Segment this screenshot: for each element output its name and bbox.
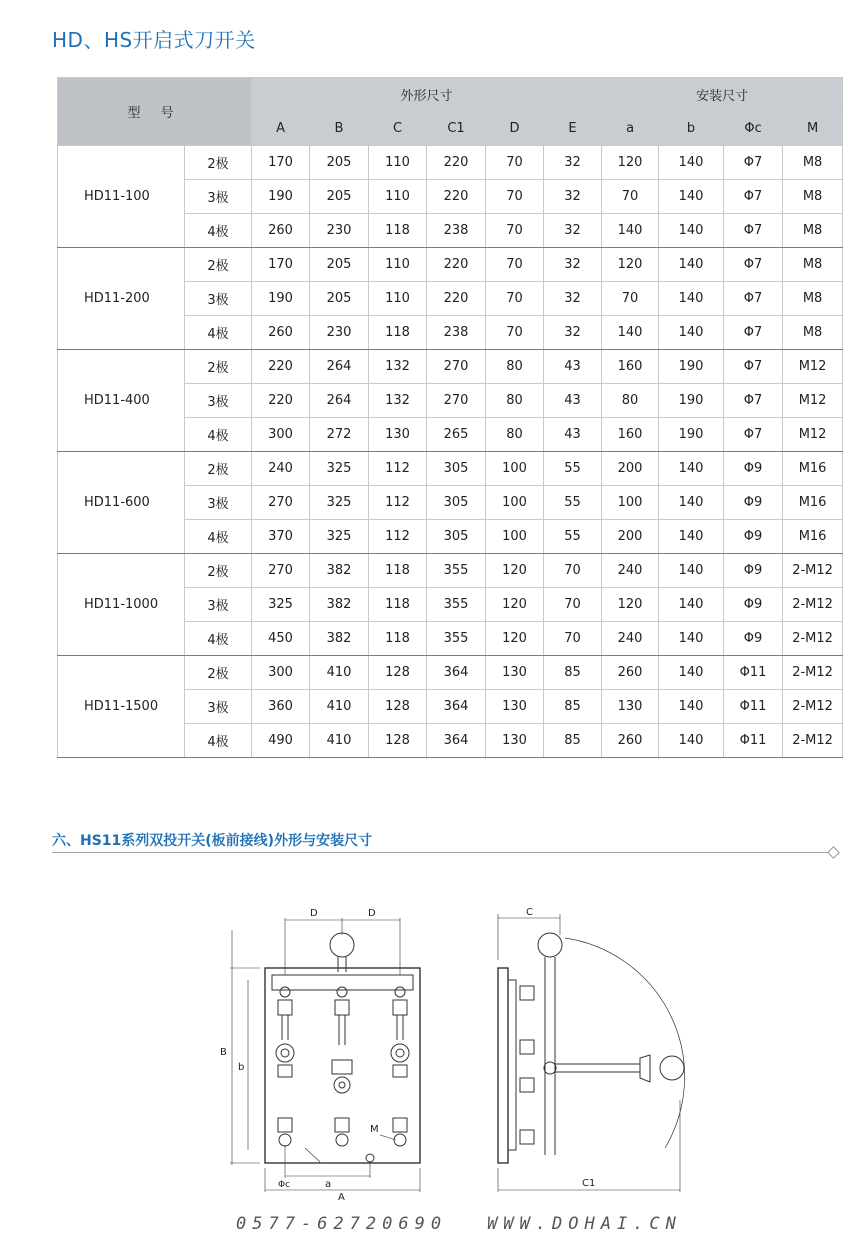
value-cell: Φ9 <box>724 554 783 588</box>
value-cell: 112 <box>369 520 427 554</box>
value-cell: 140 <box>659 486 724 520</box>
value-cell: 130 <box>486 656 544 690</box>
value-cell: 140 <box>659 180 724 214</box>
value-cell: 120 <box>602 146 659 180</box>
value-cell: 260 <box>252 214 310 248</box>
value-cell: M8 <box>783 248 843 282</box>
value-cell: 220 <box>427 146 486 180</box>
dim-label-phic: Φc <box>278 1180 291 1190</box>
model-cell: HD11-600 <box>58 452 185 554</box>
dimension-drawing <box>210 900 700 1200</box>
value-cell: 70 <box>544 622 602 656</box>
value-cell: Φ7 <box>724 248 783 282</box>
value-cell: 70 <box>486 316 544 350</box>
value-cell: Φ9 <box>724 622 783 656</box>
value-cell: 2-M12 <box>783 724 843 758</box>
front-view <box>230 918 420 1192</box>
value-cell: 70 <box>486 214 544 248</box>
pole-cell: 3极 <box>185 384 252 418</box>
value-cell: 240 <box>602 622 659 656</box>
value-cell: 355 <box>427 622 486 656</box>
dim-label-m: M <box>370 1124 379 1135</box>
value-cell: 260 <box>602 656 659 690</box>
value-cell: 265 <box>427 418 486 452</box>
value-cell: 80 <box>486 384 544 418</box>
value-cell: 2-M12 <box>783 656 843 690</box>
value-cell: 32 <box>544 282 602 316</box>
pole-cell: 4极 <box>185 316 252 350</box>
value-cell: 140 <box>659 248 724 282</box>
table-row <box>58 146 843 180</box>
col-header-install-0: a <box>602 112 659 146</box>
value-cell: 43 <box>544 384 602 418</box>
value-cell: M12 <box>783 418 843 452</box>
value-cell: 2-M12 <box>783 554 843 588</box>
pole-cell: 2极 <box>185 452 252 486</box>
value-cell: 100 <box>602 486 659 520</box>
col-header-install-2: Φc <box>724 112 783 146</box>
value-cell: M16 <box>783 520 843 554</box>
value-cell: Φ7 <box>724 282 783 316</box>
table-row <box>58 248 843 282</box>
value-cell: 55 <box>544 452 602 486</box>
value-cell: 70 <box>544 554 602 588</box>
value-cell: 170 <box>252 146 310 180</box>
value-cell: 264 <box>310 384 369 418</box>
value-cell: 140 <box>659 690 724 724</box>
dim-label-a-small: a <box>325 1179 332 1190</box>
value-cell: 140 <box>659 622 724 656</box>
value-cell: 410 <box>310 656 369 690</box>
pole-cell: 4极 <box>185 724 252 758</box>
value-cell: 70 <box>486 180 544 214</box>
value-cell: Φ7 <box>724 316 783 350</box>
value-cell: 220 <box>252 350 310 384</box>
divider-diamond-icon <box>827 846 840 859</box>
group-header-install: 安装尺寸 <box>602 78 843 112</box>
value-cell: Φ11 <box>724 724 783 758</box>
value-cell: 325 <box>310 486 369 520</box>
value-cell: 305 <box>427 486 486 520</box>
value-cell: 190 <box>252 180 310 214</box>
value-cell: 238 <box>427 214 486 248</box>
value-cell: 85 <box>544 724 602 758</box>
value-cell: 355 <box>427 554 486 588</box>
value-cell: 132 <box>369 384 427 418</box>
value-cell: 200 <box>602 520 659 554</box>
value-cell: 270 <box>252 554 310 588</box>
value-cell: Φ9 <box>724 520 783 554</box>
value-cell: M8 <box>783 180 843 214</box>
col-header-e: E <box>544 112 602 146</box>
value-cell: 305 <box>427 452 486 486</box>
value-cell: M12 <box>783 384 843 418</box>
value-cell: 300 <box>252 418 310 452</box>
value-cell: 55 <box>544 520 602 554</box>
pole-column-middle <box>332 987 352 1146</box>
value-cell: 128 <box>369 724 427 758</box>
value-cell: 160 <box>602 418 659 452</box>
value-cell: 32 <box>544 316 602 350</box>
value-cell: Φ11 <box>724 656 783 690</box>
value-cell: M8 <box>783 282 843 316</box>
value-cell: Φ9 <box>724 588 783 622</box>
pole-cell: 2极 <box>185 248 252 282</box>
value-cell: 110 <box>369 248 427 282</box>
value-cell: 240 <box>252 452 310 486</box>
value-cell: Φ9 <box>724 452 783 486</box>
value-cell: 140 <box>659 452 724 486</box>
page-title: HD、HS开启式刀开关 <box>52 28 256 52</box>
pole-cell: 4极 <box>185 520 252 554</box>
value-cell: 270 <box>427 384 486 418</box>
value-cell: 100 <box>486 486 544 520</box>
value-cell: 220 <box>427 282 486 316</box>
value-cell: 360 <box>252 690 310 724</box>
value-cell: 70 <box>544 588 602 622</box>
value-cell: 260 <box>602 724 659 758</box>
value-cell: 43 <box>544 350 602 384</box>
footer-phone: 0577-62720690 <box>236 1214 448 1234</box>
col-header-c1: C1 <box>427 112 486 146</box>
value-cell: 140 <box>602 214 659 248</box>
value-cell: 120 <box>486 554 544 588</box>
value-cell: 43 <box>544 418 602 452</box>
value-cell: 205 <box>310 248 369 282</box>
value-cell: 118 <box>369 554 427 588</box>
value-cell: 382 <box>310 554 369 588</box>
value-cell: M8 <box>783 316 843 350</box>
dim-label-c: C <box>526 907 533 918</box>
pole-cell: 3极 <box>185 486 252 520</box>
pole-cell: 3极 <box>185 588 252 622</box>
value-cell: 70 <box>486 146 544 180</box>
footer-contact <box>236 1214 682 1234</box>
value-cell: 238 <box>427 316 486 350</box>
value-cell: 140 <box>659 656 724 690</box>
value-cell: 100 <box>486 452 544 486</box>
value-cell: 140 <box>659 554 724 588</box>
value-cell: 272 <box>310 418 369 452</box>
value-cell: 190 <box>659 418 724 452</box>
value-cell: 118 <box>369 588 427 622</box>
value-cell: Φ7 <box>724 418 783 452</box>
value-cell: 410 <box>310 690 369 724</box>
model-cell: HD11-200 <box>58 248 185 350</box>
value-cell: 110 <box>369 180 427 214</box>
pole-cell: 3极 <box>185 690 252 724</box>
value-cell: 70 <box>486 282 544 316</box>
col-header-d: D <box>486 112 544 146</box>
value-cell: 140 <box>659 214 724 248</box>
value-cell: 118 <box>369 622 427 656</box>
value-cell: 130 <box>369 418 427 452</box>
value-cell: 305 <box>427 520 486 554</box>
value-cell: 160 <box>602 350 659 384</box>
value-cell: 85 <box>544 656 602 690</box>
value-cell: 32 <box>544 180 602 214</box>
pole-cell: 2极 <box>185 146 252 180</box>
table-row <box>58 656 843 690</box>
value-cell: 70 <box>602 180 659 214</box>
value-cell: 112 <box>369 486 427 520</box>
value-cell: 230 <box>310 316 369 350</box>
model-header: 型 号 <box>58 78 252 146</box>
value-cell: 190 <box>252 282 310 316</box>
col-header-c: C <box>369 112 427 146</box>
value-cell: 140 <box>659 588 724 622</box>
value-cell: 264 <box>310 350 369 384</box>
value-cell: 300 <box>252 656 310 690</box>
value-cell: 190 <box>659 384 724 418</box>
value-cell: 32 <box>544 214 602 248</box>
value-cell: 382 <box>310 622 369 656</box>
value-cell: 220 <box>427 248 486 282</box>
value-cell: M12 <box>783 350 843 384</box>
model-cell: HD11-400 <box>58 350 185 452</box>
value-cell: 120 <box>602 248 659 282</box>
value-cell: 118 <box>369 214 427 248</box>
group-header-dims: 外形尺寸 <box>252 78 602 112</box>
table-row <box>58 350 843 384</box>
value-cell: 2-M12 <box>783 622 843 656</box>
pole-column-right <box>391 987 409 1146</box>
value-cell: 140 <box>659 146 724 180</box>
footer-website: WWW.DOHAI.CN <box>487 1214 682 1234</box>
pole-cell: 2极 <box>185 656 252 690</box>
value-cell: 100 <box>486 520 544 554</box>
col-header-install-3: M <box>783 112 843 146</box>
value-cell: 364 <box>427 724 486 758</box>
value-cell: 450 <box>252 622 310 656</box>
value-cell: 205 <box>310 180 369 214</box>
pole-cell: 3极 <box>185 180 252 214</box>
value-cell: 260 <box>252 316 310 350</box>
value-cell: Φ7 <box>724 384 783 418</box>
value-cell: 325 <box>252 588 310 622</box>
value-cell: 110 <box>369 282 427 316</box>
value-cell: 140 <box>659 282 724 316</box>
value-cell: 325 <box>310 452 369 486</box>
value-cell: 364 <box>427 690 486 724</box>
dim-label-b-upper: B <box>220 1047 227 1058</box>
value-cell: 32 <box>544 146 602 180</box>
value-cell: 140 <box>659 316 724 350</box>
value-cell: 32 <box>544 248 602 282</box>
dim-label-b-lower: b <box>238 1062 245 1073</box>
value-cell: 355 <box>427 588 486 622</box>
pole-cell: 4极 <box>185 622 252 656</box>
dim-label-d-left: D <box>310 908 318 919</box>
dim-label-c1: C1 <box>582 1178 596 1189</box>
value-cell: 110 <box>369 146 427 180</box>
value-cell: 120 <box>486 588 544 622</box>
side-view <box>498 914 685 1192</box>
section-title: 六、HS11系列双投开关(板前接线)外形与安装尺寸 <box>52 833 373 849</box>
value-cell: M16 <box>783 452 843 486</box>
value-cell: Φ7 <box>724 214 783 248</box>
pole-column-left <box>276 987 294 1146</box>
model-cell: HD11-1500 <box>58 656 185 758</box>
value-cell: 220 <box>427 180 486 214</box>
value-cell: Φ7 <box>724 180 783 214</box>
value-cell: 270 <box>427 350 486 384</box>
value-cell: 170 <box>252 248 310 282</box>
value-cell: 70 <box>486 248 544 282</box>
value-cell: 382 <box>310 588 369 622</box>
model-cell: HD11-1000 <box>58 554 185 656</box>
pole-cell: 2极 <box>185 554 252 588</box>
value-cell: 140 <box>602 316 659 350</box>
value-cell: 130 <box>602 690 659 724</box>
value-cell: 120 <box>602 588 659 622</box>
value-cell: 200 <box>602 452 659 486</box>
value-cell: 80 <box>602 384 659 418</box>
pole-cell: 4极 <box>185 214 252 248</box>
pole-cell: 3极 <box>185 282 252 316</box>
value-cell: Φ7 <box>724 350 783 384</box>
value-cell: 112 <box>369 452 427 486</box>
value-cell: 410 <box>310 724 369 758</box>
value-cell: 70 <box>602 282 659 316</box>
value-cell: 128 <box>369 656 427 690</box>
col-header-install-1: b <box>659 112 724 146</box>
value-cell: Φ7 <box>724 146 783 180</box>
col-header-b: B <box>310 112 369 146</box>
value-cell: 490 <box>252 724 310 758</box>
model-cell: HD11-100 <box>58 146 185 248</box>
value-cell: 220 <box>252 384 310 418</box>
pole-cell: 4极 <box>185 418 252 452</box>
value-cell: 2-M12 <box>783 588 843 622</box>
value-cell: 80 <box>486 418 544 452</box>
value-cell: 370 <box>252 520 310 554</box>
value-cell: 130 <box>486 690 544 724</box>
value-cell: 140 <box>659 724 724 758</box>
value-cell: 55 <box>544 486 602 520</box>
value-cell: Φ9 <box>724 486 783 520</box>
dim-label-d-right: D <box>368 908 376 919</box>
value-cell: M8 <box>783 146 843 180</box>
value-cell: 128 <box>369 690 427 724</box>
value-cell: 364 <box>427 656 486 690</box>
value-cell: Φ11 <box>724 690 783 724</box>
pole-cell: 2极 <box>185 350 252 384</box>
spec-table <box>57 77 843 758</box>
value-cell: 190 <box>659 350 724 384</box>
value-cell: 80 <box>486 350 544 384</box>
value-cell: 120 <box>486 622 544 656</box>
value-cell: 205 <box>310 282 369 316</box>
value-cell: 85 <box>544 690 602 724</box>
value-cell: 240 <box>602 554 659 588</box>
value-cell: 132 <box>369 350 427 384</box>
value-cell: 140 <box>659 520 724 554</box>
section-divider <box>52 852 830 853</box>
value-cell: 270 <box>252 486 310 520</box>
value-cell: M8 <box>783 214 843 248</box>
value-cell: 118 <box>369 316 427 350</box>
table-row <box>58 452 843 486</box>
dim-label-a-large: A <box>338 1192 345 1200</box>
value-cell: M16 <box>783 486 843 520</box>
table-row <box>58 554 843 588</box>
col-header-a: A <box>252 112 310 146</box>
value-cell: 205 <box>310 146 369 180</box>
value-cell: 325 <box>310 520 369 554</box>
value-cell: 130 <box>486 724 544 758</box>
value-cell: 2-M12 <box>783 690 843 724</box>
value-cell: 230 <box>310 214 369 248</box>
